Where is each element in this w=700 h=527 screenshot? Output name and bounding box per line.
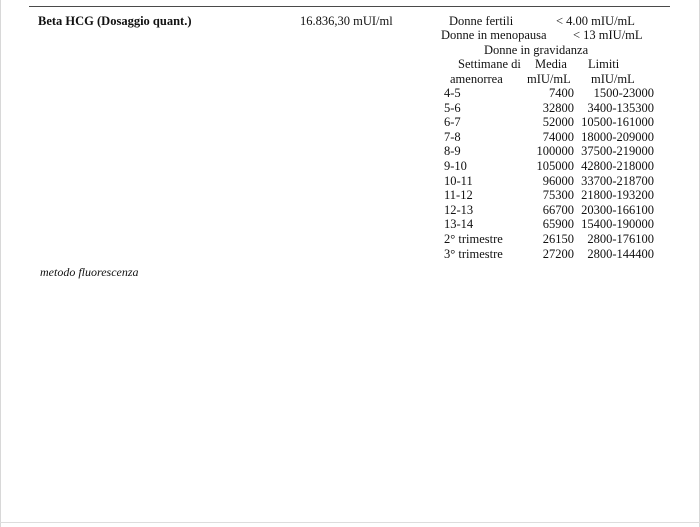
limits-cell: 21800-193200: [581, 188, 654, 203]
limits-cell: 3400-135300: [587, 100, 654, 115]
test-name: Beta HCG (Dosaggio quant.): [38, 14, 192, 28]
weeks-cell: 9-10: [444, 158, 467, 173]
table-row: [444, 130, 654, 145]
mean-cell: 100000: [536, 144, 574, 159]
limits-cell: 18000-209000: [581, 129, 654, 144]
table-row: [444, 174, 654, 189]
weeks-cell: 4-5: [444, 86, 461, 100]
weeks-cell: 13-14: [444, 217, 474, 232]
table-row: [444, 115, 654, 130]
mean-cell: 105000: [536, 158, 574, 173]
pregnancy-reference-table: [444, 86, 654, 261]
header-limits: Limiti: [588, 57, 620, 71]
mean-cell: 75300: [542, 188, 574, 203]
table-row: [444, 203, 654, 218]
table-row: [444, 188, 654, 203]
mean-cell: 27200: [542, 246, 574, 261]
table-row: [444, 232, 654, 247]
header-divider: [29, 6, 670, 7]
ref-fertile-value: < 4.00 mIU/mL: [556, 14, 635, 28]
limits-cell: 15400-190000: [581, 217, 654, 232]
weeks-cell: 6-7: [444, 115, 461, 130]
weeks-cell: 5-6: [444, 100, 461, 115]
weeks-cell: 12-13: [444, 202, 474, 217]
table-row: [444, 159, 654, 174]
weeks-cell: 8-9: [444, 144, 461, 159]
mean-cell: 66700: [542, 202, 574, 217]
limits-cell: 37500-219000: [581, 144, 654, 159]
limits-cell: 1500-23000: [593, 86, 654, 100]
header-mean-unit: mIU/mL: [527, 72, 571, 86]
ref-fertile-label: Donne fertili: [449, 14, 514, 28]
limits-cell: 2800-144400: [587, 246, 654, 261]
mean-cell: 74000: [542, 129, 574, 144]
table-row: [444, 247, 654, 262]
table-row: [444, 217, 654, 232]
table-row: [444, 86, 654, 101]
ref-menopause-label: Donne in menopausa: [441, 28, 547, 42]
header-limits-unit: mIU/mL: [591, 72, 635, 86]
weeks-cell: 11-12: [444, 188, 473, 203]
weeks-cell: 10-11: [444, 173, 473, 188]
weeks-cell: 3° trimestre: [444, 246, 503, 261]
pregnancy-title-text: Donne in gravidanza: [484, 43, 589, 57]
mean-cell: 32800: [542, 100, 574, 115]
weeks-cell: 2° trimestre: [444, 231, 503, 246]
page-left-border: [0, 0, 1, 527]
mean-cell: 96000: [542, 173, 574, 188]
weeks-cell: 7-8: [444, 129, 461, 144]
table-row: [444, 101, 654, 116]
test-result: 16.836,30 mUI/ml: [300, 14, 393, 28]
ref-menopause-value: < 13 mIU/mL: [573, 28, 643, 42]
limits-cell: 42800-218000: [581, 158, 654, 173]
header-mean: Media: [535, 57, 567, 71]
limits-cell: 33700-218700: [581, 173, 654, 188]
table-row: [444, 144, 654, 159]
header-weeks-2: amenorrea: [450, 72, 503, 86]
mean-cell: 65900: [542, 217, 574, 232]
mean-cell: 26150: [542, 231, 574, 246]
method-note: metodo fluorescenza: [40, 265, 139, 279]
mean-cell: 7400: [549, 86, 574, 100]
header-weeks: Settimane di: [458, 57, 521, 71]
limits-cell: 2800-176100: [587, 231, 654, 246]
footer-divider: [0, 522, 700, 523]
limits-cell: 10500-161000: [581, 115, 654, 130]
limits-cell: 20300-166100: [581, 202, 654, 217]
mean-cell: 52000: [542, 115, 574, 130]
